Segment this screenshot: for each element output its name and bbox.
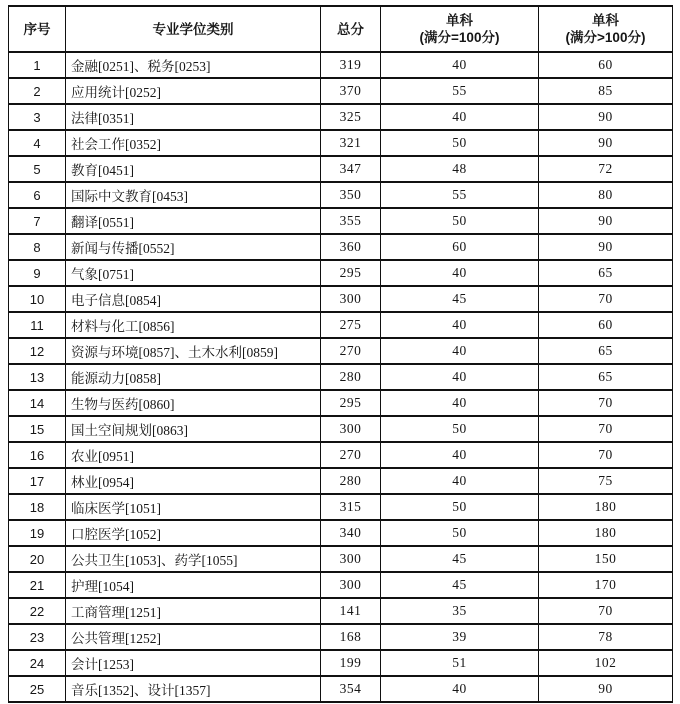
cell-single-subject-over100: 80 — [539, 182, 673, 208]
table-row — [9, 130, 673, 156]
column-header-single-max100 — [381, 6, 539, 52]
cell-row-number: 24 — [9, 650, 66, 676]
cell-total-score: 360 — [321, 234, 381, 260]
cell-single-subject-max100: 48 — [381, 156, 539, 182]
cell-row-number: 1 — [9, 52, 66, 78]
table-row — [9, 78, 673, 104]
cell-total-score: 300 — [321, 416, 381, 442]
cell-single-subject-over100: 90 — [539, 104, 673, 130]
cell-degree-category: 材料与化工[0856] — [66, 312, 321, 338]
cell-row-number: 19 — [9, 520, 66, 546]
cell-degree-category: 农业[0951] — [66, 442, 321, 468]
cell-degree-category: 气象[0751] — [66, 260, 321, 286]
cell-single-subject-over100: 85 — [539, 78, 673, 104]
cell-row-number: 15 — [9, 416, 66, 442]
cell-degree-category: 林业[0954] — [66, 468, 321, 494]
cell-total-score: 280 — [321, 468, 381, 494]
cell-total-score: 340 — [321, 520, 381, 546]
cell-degree-category: 会计[1253] — [66, 650, 321, 676]
column-header-total-label: 总分 — [337, 21, 364, 37]
column-header-category-label: 专业学位类别 — [152, 21, 234, 37]
table-row — [9, 338, 673, 364]
cell-single-subject-max100: 55 — [381, 78, 539, 104]
cell-single-subject-over100: 180 — [539, 520, 673, 546]
cell-degree-category: 工商管理[1251] — [66, 598, 321, 624]
cell-single-subject-max100: 50 — [381, 130, 539, 156]
cell-total-score: 370 — [321, 78, 381, 104]
cell-single-subject-over100: 102 — [539, 650, 673, 676]
cell-single-subject-max100: 40 — [381, 104, 539, 130]
table-row — [9, 442, 673, 468]
cell-degree-category: 翻译[0551] — [66, 208, 321, 234]
table-row — [9, 104, 673, 130]
cell-row-number: 8 — [9, 234, 66, 260]
cell-row-number: 25 — [9, 676, 66, 702]
cell-degree-category: 国土空间规划[0863] — [66, 416, 321, 442]
cell-total-score: 347 — [321, 156, 381, 182]
column-header-single-max100-sublabel: (满分=100分) — [419, 30, 500, 45]
cell-single-subject-max100: 50 — [381, 208, 539, 234]
table-row — [9, 494, 673, 520]
cell-single-subject-max100: 40 — [381, 312, 539, 338]
cell-total-score: 270 — [321, 338, 381, 364]
cell-row-number: 11 — [9, 312, 66, 338]
cell-total-score: 319 — [321, 52, 381, 78]
table-row — [9, 416, 673, 442]
table-row — [9, 598, 673, 624]
cell-row-number: 7 — [9, 208, 66, 234]
cell-total-score: 300 — [321, 572, 381, 598]
cell-row-number: 12 — [9, 338, 66, 364]
cell-row-number: 21 — [9, 572, 66, 598]
column-header-category — [66, 6, 321, 52]
cell-row-number: 5 — [9, 156, 66, 182]
cell-single-subject-max100: 51 — [381, 650, 539, 676]
table-row — [9, 234, 673, 260]
table-row — [9, 676, 673, 702]
cell-total-score: 354 — [321, 676, 381, 702]
cell-degree-category: 法律[0351] — [66, 104, 321, 130]
cell-degree-category: 护理[1054] — [66, 572, 321, 598]
cell-degree-category: 生物与医药[0860] — [66, 390, 321, 416]
header-row — [9, 6, 673, 52]
table-row — [9, 182, 673, 208]
table-row — [9, 546, 673, 572]
table-header — [9, 6, 673, 52]
column-header-no — [9, 6, 66, 52]
cell-row-number: 20 — [9, 546, 66, 572]
cell-single-subject-over100: 150 — [539, 546, 673, 572]
cell-single-subject-max100: 50 — [381, 494, 539, 520]
column-header-total — [321, 6, 381, 52]
cell-degree-category: 应用统计[0252] — [66, 78, 321, 104]
cell-single-subject-max100: 50 — [381, 520, 539, 546]
cell-total-score: 199 — [321, 650, 381, 676]
cell-single-subject-max100: 50 — [381, 416, 539, 442]
column-header-no-label: 序号 — [23, 21, 51, 37]
cell-row-number: 22 — [9, 598, 66, 624]
cell-single-subject-max100: 39 — [381, 624, 539, 650]
cell-single-subject-over100: 90 — [539, 130, 673, 156]
cell-total-score: 168 — [321, 624, 381, 650]
cell-degree-category: 国际中文教育[0453] — [66, 182, 321, 208]
table-row — [9, 572, 673, 598]
column-header-single-over100-label: 单科 — [592, 13, 619, 28]
cell-single-subject-over100: 70 — [539, 598, 673, 624]
cell-single-subject-over100: 70 — [539, 416, 673, 442]
cell-single-subject-over100: 65 — [539, 260, 673, 286]
cell-degree-category: 音乐[1352]、设计[1357] — [66, 676, 321, 702]
cell-total-score: 270 — [321, 442, 381, 468]
cell-row-number: 6 — [9, 182, 66, 208]
cell-single-subject-over100: 78 — [539, 624, 673, 650]
cell-row-number: 18 — [9, 494, 66, 520]
cell-single-subject-over100: 90 — [539, 234, 673, 260]
table-row — [9, 624, 673, 650]
column-header-single-max100-label: 单科 — [446, 13, 473, 28]
cell-degree-category: 教育[0451] — [66, 156, 321, 182]
cell-degree-category: 社会工作[0352] — [66, 130, 321, 156]
cell-row-number: 14 — [9, 390, 66, 416]
table-row — [9, 156, 673, 182]
score-line-table — [8, 5, 673, 703]
cell-single-subject-max100: 40 — [381, 676, 539, 702]
cell-row-number: 3 — [9, 104, 66, 130]
cell-total-score: 355 — [321, 208, 381, 234]
cell-degree-category: 公共管理[1252] — [66, 624, 321, 650]
cell-total-score: 141 — [321, 598, 381, 624]
cell-degree-category: 资源与环境[0857]、土木水利[0859] — [66, 338, 321, 364]
cell-single-subject-over100: 70 — [539, 390, 673, 416]
cell-row-number: 17 — [9, 468, 66, 494]
cell-row-number: 23 — [9, 624, 66, 650]
cell-single-subject-over100: 65 — [539, 338, 673, 364]
cell-row-number: 10 — [9, 286, 66, 312]
cell-row-number: 16 — [9, 442, 66, 468]
table-row — [9, 312, 673, 338]
cell-single-subject-max100: 45 — [381, 286, 539, 312]
cell-single-subject-max100: 40 — [381, 442, 539, 468]
table-row — [9, 364, 673, 390]
cell-total-score: 280 — [321, 364, 381, 390]
cell-degree-category: 新闻与传播[0552] — [66, 234, 321, 260]
cell-single-subject-max100: 40 — [381, 390, 539, 416]
cell-single-subject-max100: 55 — [381, 182, 539, 208]
cell-single-subject-over100: 60 — [539, 312, 673, 338]
cell-row-number: 2 — [9, 78, 66, 104]
cell-single-subject-over100: 75 — [539, 468, 673, 494]
cell-degree-category: 能源动力[0858] — [66, 364, 321, 390]
cell-degree-category: 电子信息[0854] — [66, 286, 321, 312]
table-row — [9, 260, 673, 286]
cell-total-score: 315 — [321, 494, 381, 520]
cell-row-number: 4 — [9, 130, 66, 156]
cell-single-subject-over100: 180 — [539, 494, 673, 520]
cell-single-subject-max100: 35 — [381, 598, 539, 624]
cell-degree-category: 临床医学[1051] — [66, 494, 321, 520]
cell-total-score: 350 — [321, 182, 381, 208]
cell-single-subject-max100: 40 — [381, 468, 539, 494]
cell-total-score: 275 — [321, 312, 381, 338]
cell-single-subject-over100: 90 — [539, 676, 673, 702]
cell-single-subject-over100: 70 — [539, 286, 673, 312]
table-row — [9, 286, 673, 312]
cell-single-subject-max100: 60 — [381, 234, 539, 260]
table-row — [9, 468, 673, 494]
cell-degree-category: 金融[0251]、税务[0253] — [66, 52, 321, 78]
cell-single-subject-max100: 45 — [381, 572, 539, 598]
cell-total-score: 321 — [321, 130, 381, 156]
column-header-single-over100-sublabel: (满分>100分) — [565, 30, 646, 45]
table-row — [9, 650, 673, 676]
cell-single-subject-over100: 60 — [539, 52, 673, 78]
cell-single-subject-over100: 90 — [539, 208, 673, 234]
cell-degree-category: 公共卫生[1053]、药学[1055] — [66, 546, 321, 572]
cell-total-score: 300 — [321, 286, 381, 312]
cell-row-number: 13 — [9, 364, 66, 390]
cell-total-score: 325 — [321, 104, 381, 130]
cell-row-number: 9 — [9, 260, 66, 286]
cell-single-subject-over100: 170 — [539, 572, 673, 598]
cell-single-subject-over100: 65 — [539, 364, 673, 390]
cell-single-subject-over100: 72 — [539, 156, 673, 182]
table-row — [9, 520, 673, 546]
cell-single-subject-over100: 70 — [539, 442, 673, 468]
table-row — [9, 390, 673, 416]
cell-single-subject-max100: 45 — [381, 546, 539, 572]
cell-single-subject-max100: 40 — [381, 338, 539, 364]
table-body — [9, 52, 673, 702]
table-row — [9, 52, 673, 78]
table-row — [9, 208, 673, 234]
cell-single-subject-max100: 40 — [381, 260, 539, 286]
cell-degree-category: 口腔医学[1052] — [66, 520, 321, 546]
cell-single-subject-max100: 40 — [381, 364, 539, 390]
cell-total-score: 295 — [321, 390, 381, 416]
cell-total-score: 300 — [321, 546, 381, 572]
column-header-single-over100 — [539, 6, 673, 52]
cell-single-subject-max100: 40 — [381, 52, 539, 78]
cell-total-score: 295 — [321, 260, 381, 286]
